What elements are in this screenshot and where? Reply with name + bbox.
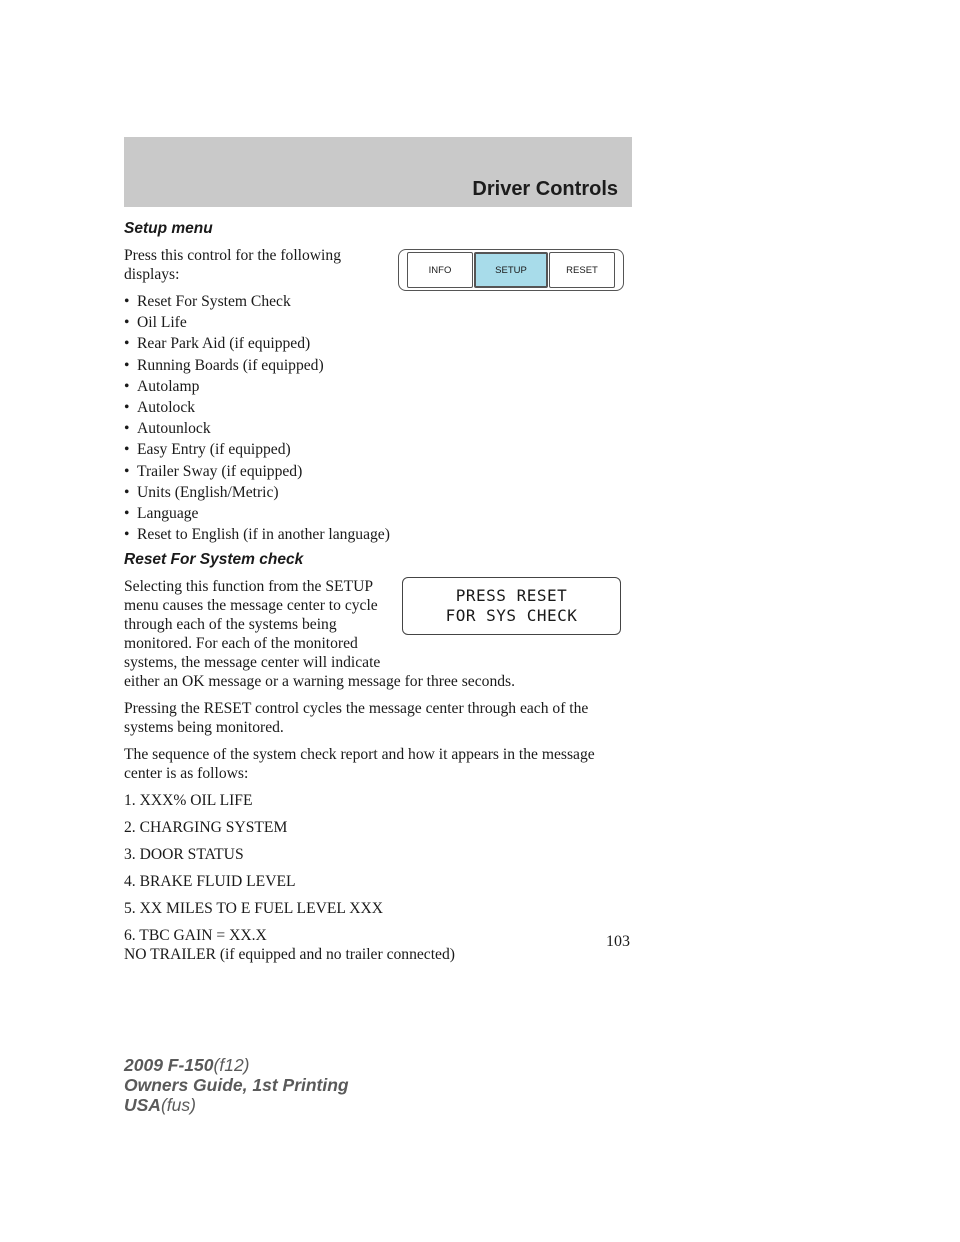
footer-region-code: (fus) — [160, 1095, 196, 1115]
sequence-item: 1. XXX% OIL LIFE — [124, 792, 253, 810]
footer-model-code: (f12) — [213, 1055, 250, 1075]
reset-paragraph-3: The sequence of the system check report and how it appears in the message center is as follows: — [124, 746, 595, 783]
header-band — [124, 137, 632, 207]
list-item: • Autolock — [124, 398, 196, 416]
display-line-1: PRESS RESET — [455, 586, 568, 605]
display-line-2: FOR SYS CHECK — [445, 606, 578, 625]
reset-button-illustration: RESET — [549, 252, 615, 288]
info-button-illustration: INFO — [407, 252, 473, 288]
list-item: • Autounlock — [124, 420, 211, 438]
setup-menu-intro: Press this control for the following displays: — [124, 247, 341, 283]
list-item: • Running Boards (if equipped) — [124, 356, 324, 374]
sequence-note: NO TRAILER (if equipped and no trailer connected) — [124, 946, 455, 964]
sequence-item: 3. DOOR STATUS — [124, 846, 244, 864]
setup-menu-heading: Setup menu — [124, 220, 213, 237]
page-content — [124, 219, 634, 964]
footer — [124, 1055, 349, 1115]
reset-system-check-heading: Reset For System check — [124, 551, 304, 569]
list-item: • Autolamp — [124, 377, 200, 395]
sequence-item: 4. BRAKE FLUID LEVEL — [124, 873, 296, 891]
page-number: 103 — [606, 933, 630, 950]
list-item: • Trailer Sway (if equipped) — [124, 462, 303, 480]
sequence-item: 2. CHARGING SYSTEM — [124, 819, 288, 837]
section-title: Driver Controls — [472, 178, 618, 200]
reset-paragraph-2: Pressing the RESET control cycles the message center through each of the systems being monitored. — [124, 700, 589, 737]
list-item: • Oil Life — [124, 314, 187, 332]
list-item: • Easy Entry (if equipped) — [124, 441, 291, 459]
list-item: • Reset to English (if in another language) — [124, 526, 390, 544]
footer-guide: Owners Guide, 1st Printing — [124, 1075, 349, 1095]
list-item: • Rear Park Aid (if equipped) — [124, 335, 311, 353]
list-item: • Language — [124, 504, 199, 522]
footer-model: 2009 F-150 — [124, 1055, 214, 1075]
sequence-item: 5. XX MILES TO E FUEL LEVEL XXX — [124, 900, 384, 918]
setup-menu-list — [124, 292, 634, 544]
sequence-item: 6. TBC GAIN = XX.X — [124, 927, 267, 945]
list-item: • Units (English/Metric) — [124, 483, 279, 501]
footer-region: USA — [124, 1095, 161, 1115]
reset-paragraph-1: Selecting this function from the SETUP menu causes the message center to cycle through each of the systems being monitored. For each of the monitored systems, the message center will indicate either an OK message or a warning message for three seconds. — [124, 578, 516, 691]
list-item: • Reset For System Check — [124, 293, 291, 310]
setup-button-illustration: SETUP — [474, 252, 548, 288]
